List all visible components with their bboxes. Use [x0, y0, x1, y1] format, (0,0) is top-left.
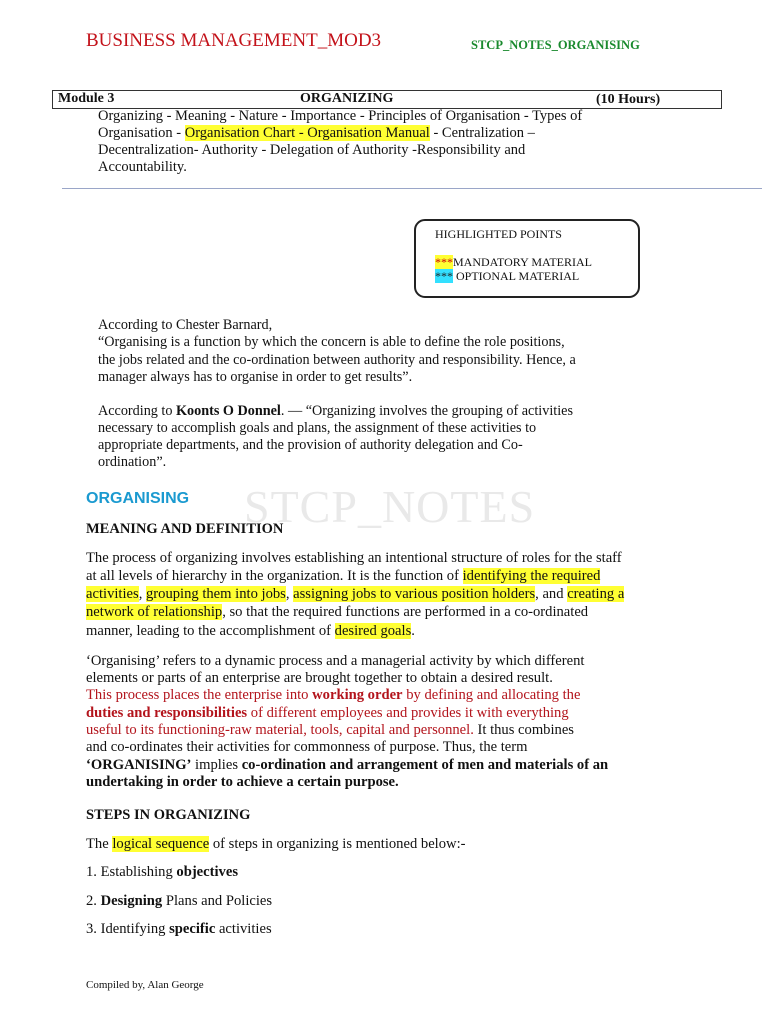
optional-label: OPTIONAL MATERIAL [453, 269, 580, 283]
para1-text: , [285, 586, 294, 602]
barnard-line-2: “Organising is a function by which the concern is able to define the role positions, [98, 334, 565, 350]
para2-line-6: and co-ordinates their activities for commonness of purpose. Thus, the term [86, 739, 528, 755]
para1-highlight: identifying the required [462, 568, 601, 584]
para2-text: by defining and allocating the [402, 687, 581, 703]
para1-line-5 [86, 623, 415, 640]
steps-intro [86, 836, 465, 853]
barnard-line-4: manager always has to organise in order to get results”. [98, 369, 413, 385]
mandatory-label: MANDATORY MATERIAL [453, 255, 593, 269]
watermark: STCP_NOTES [244, 481, 536, 532]
step-text: 3. Identifying [86, 921, 170, 937]
module-label: Module 3 [58, 91, 115, 106]
step-emphasis: Designing [100, 893, 163, 909]
para1-text: at all levels of hierarchy in the organization. It is the function of [86, 568, 463, 584]
step-text: 1. Establishing [86, 864, 177, 880]
syllabus-line-2 [98, 125, 535, 142]
step-item-1 [86, 864, 238, 881]
para2-line-1: ‘Organising’ refers to a dynamic process and a managerial activity by which different [86, 653, 585, 669]
koontz-line-2: necessary to accomplish goals and plans, the assignment of these activities to [98, 420, 537, 436]
optional-marker: *** [435, 269, 453, 283]
para1-text: , [138, 586, 146, 602]
para2-emphasis: ‘ORGANISING’ [86, 757, 192, 773]
step-emphasis: objectives [176, 864, 239, 880]
para1-highlight: activities [86, 586, 139, 602]
legend-mandatory [435, 255, 592, 270]
syllabus-text: - Centralization – [429, 125, 535, 141]
para1-text: , and [535, 586, 568, 602]
document-header-title: BUSINESS MANAGEMENT_MOD3 [86, 30, 382, 51]
step-text: Plans and Policies [162, 893, 273, 909]
para1-highlight: desired goals [334, 623, 412, 639]
section-divider [62, 188, 762, 189]
para2-line-3 [86, 687, 580, 704]
section-heading: ORGANISING [86, 490, 190, 507]
koontz-line-4: ordination”. [98, 454, 167, 470]
mandatory-marker: *** [435, 255, 453, 269]
para2-red-text: useful to its functioning-raw material, tools, capital and personnel. [86, 722, 474, 738]
para1-line-2 [86, 568, 600, 585]
para2-line-8: undertaking in order to achieve a certain purpose. [86, 774, 399, 790]
steps-highlight: logical sequence [112, 836, 210, 852]
koontz-author: Koonts O Donnel [176, 403, 281, 419]
para2-emphasis: co-ordination and arrangement of men and materials of an [241, 757, 609, 773]
para2-emphasis: working order [312, 687, 403, 703]
para1-highlight: grouping them into jobs [145, 586, 286, 602]
syllabus-line-3: Decentralization- Authority - Delegation of Authority -Responsibility and [98, 142, 526, 158]
para2-line-7 [86, 757, 608, 774]
para1-line-3 [86, 586, 624, 603]
para1-line-1: The process of organizing involves establishing an intentional structure of roles for the staff [86, 550, 622, 566]
syllabus-text: Organisation - [98, 125, 185, 141]
koontz-line-3: appropriate departments, and the provision of authority delegation and Co- [98, 437, 523, 453]
para2-emphasis: duties and responsibilities [86, 705, 248, 721]
koontz-text: . — “Organizing involves the grouping of activities [280, 403, 573, 419]
steps-text: of steps in organizing is mentioned below:- [209, 836, 466, 852]
step-emphasis: specific [169, 921, 216, 937]
syllabus-line-4: Accountability. [98, 159, 187, 175]
steps-heading: STEPS IN ORGANIZING [86, 807, 251, 823]
syllabus-highlight: Organisation Chart - Organisation Manual [184, 125, 430, 141]
syllabus-line-1: Organizing - Meaning - Nature - Importance - Principles of Organisation - Types of [98, 108, 583, 124]
footer-credit: Compiled by, Alan George [86, 979, 204, 991]
para2-text: implies [191, 757, 242, 773]
barnard-line-3: the jobs related and the co-ordination between authority and responsibility. Hence, a [98, 352, 576, 368]
step-text: activities [215, 921, 272, 937]
legend-optional [435, 269, 579, 284]
para2-line-5 [86, 722, 574, 739]
step-text: 2. [86, 893, 101, 909]
para1-line-4 [86, 604, 588, 621]
steps-text: The [86, 836, 113, 852]
para1-highlight: network of relationship [86, 604, 223, 620]
para2-text: It thus combines [473, 722, 574, 738]
para1-highlight: creating a [567, 586, 625, 602]
para2-text: of different employees and provides it with everything [247, 705, 569, 721]
koontz-text: According to [98, 403, 177, 419]
para1-text: manner, leading to the accomplishment of [86, 623, 335, 639]
module-title: ORGANIZING [300, 91, 394, 106]
para2-line-2: elements or parts of an enterprise are brought together to obtain a desired result. [86, 670, 553, 686]
koontz-line-1 [98, 403, 573, 420]
step-item-3 [86, 921, 272, 938]
para1-text: . [411, 623, 415, 639]
subsection-heading: MEANING AND DEFINITION [86, 521, 284, 537]
step-item-2 [86, 893, 272, 910]
barnard-line-1: According to Chester Barnard, [98, 317, 273, 333]
document-header-tag: STCP_NOTES_ORGANISING [471, 38, 640, 52]
para1-highlight: assigning jobs to various position holders [293, 586, 536, 602]
highlighted-points-title: HIGHLIGHTED POINTS [435, 227, 562, 241]
para2-text: This process places the enterprise into [86, 687, 313, 703]
para2-line-4 [86, 705, 569, 722]
para1-text: , so that the required functions are performed in a co-ordinated [222, 604, 589, 620]
module-hours: (10 Hours) [596, 92, 661, 107]
